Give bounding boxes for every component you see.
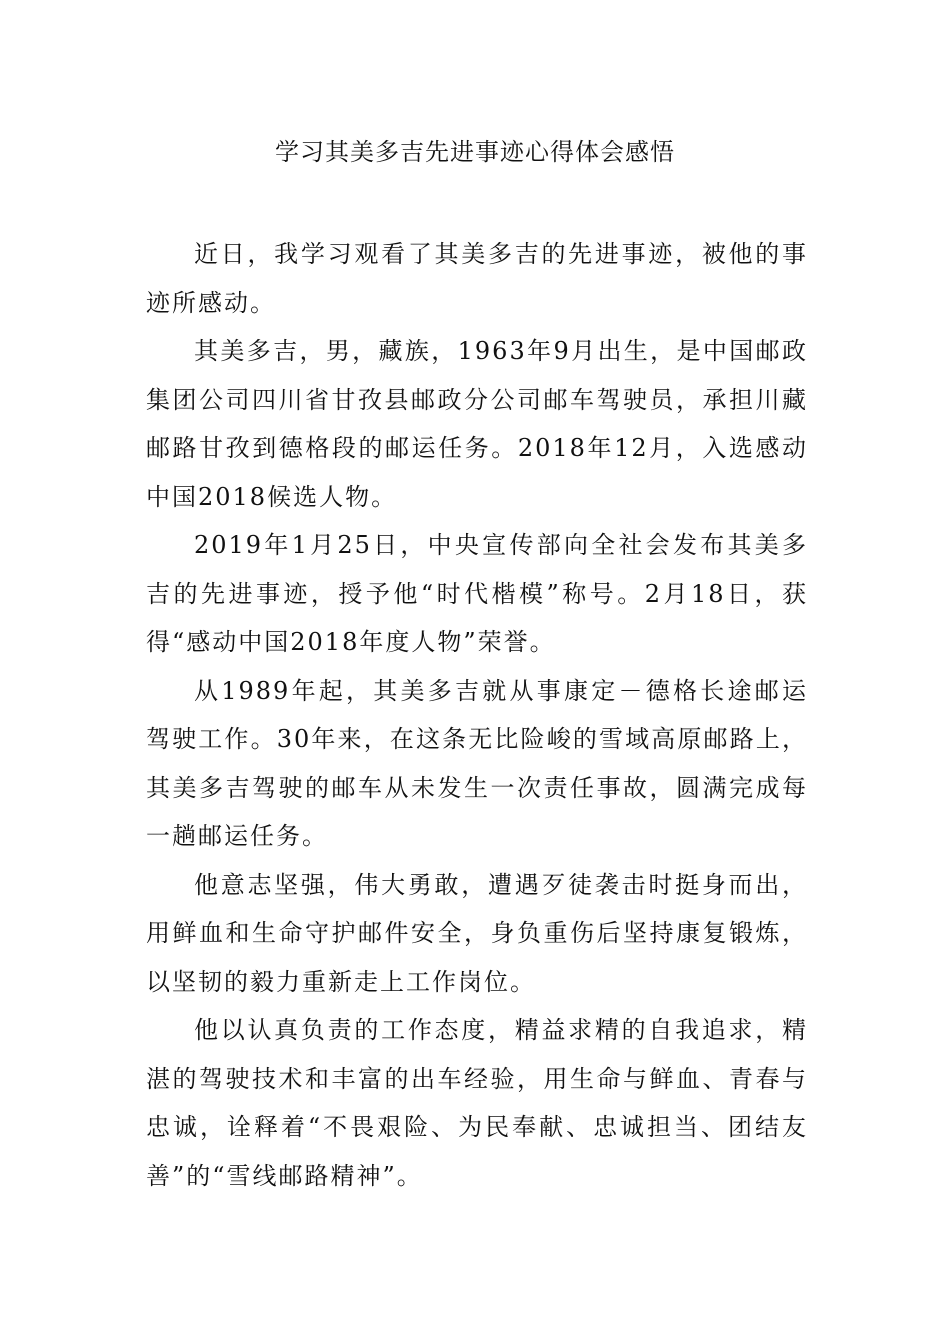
paragraph-intro: 近日，我学习观看了其美多吉的先进事迹，被他的事迹所感动。 <box>146 240 808 317</box>
document-body <box>146 230 808 1200</box>
paragraph-spirit: 他以认真负责的工作态度，精益求精的自我追求，精湛的驾驶技术和丰富的出车经验，用生命与鲜血、青春与忠诚，诠释着“不畏艰险、为民奉献、忠诚担当、团结友善”的“雪线邮路精神”。 <box>146 1016 808 1190</box>
paragraph-biography: 其美多吉，男，藏族，1963年9月出生，是中国邮政集团公司四川省甘孜县邮政分公司邮车驾驶员，承担川藏邮路甘孜到德格段的邮运任务。2018年12月，入选感动中国2018候选人物。 <box>146 337 808 511</box>
paragraph-courage: 他意志坚强，伟大勇敢，遭遇歹徒袭击时挺身而出，用鲜血和生命守护邮件安全，身负重伤后坚持康复锻炼，以坚韧的毅力重新走上工作岗位。 <box>146 870 808 996</box>
paragraph-career: 从1989年起，其美多吉就从事康定－德格长途邮运驾驶工作。30年来，在这条无比险峻的雪域高原邮路上，其美多吉驾驶的邮车从未发生一次责任事故，圆满完成每一趟邮运任务。 <box>146 676 808 850</box>
document-title: 学习其美多吉先进事迹心得体会感悟 <box>275 138 675 166</box>
paragraph-honors: 2019年1月25日，中央宣传部向全社会发布其美多吉的先进事迹，授予他“时代楷模”称号。2月18日，获得“感动中国2018年度人物”荣誉。 <box>146 531 808 656</box>
